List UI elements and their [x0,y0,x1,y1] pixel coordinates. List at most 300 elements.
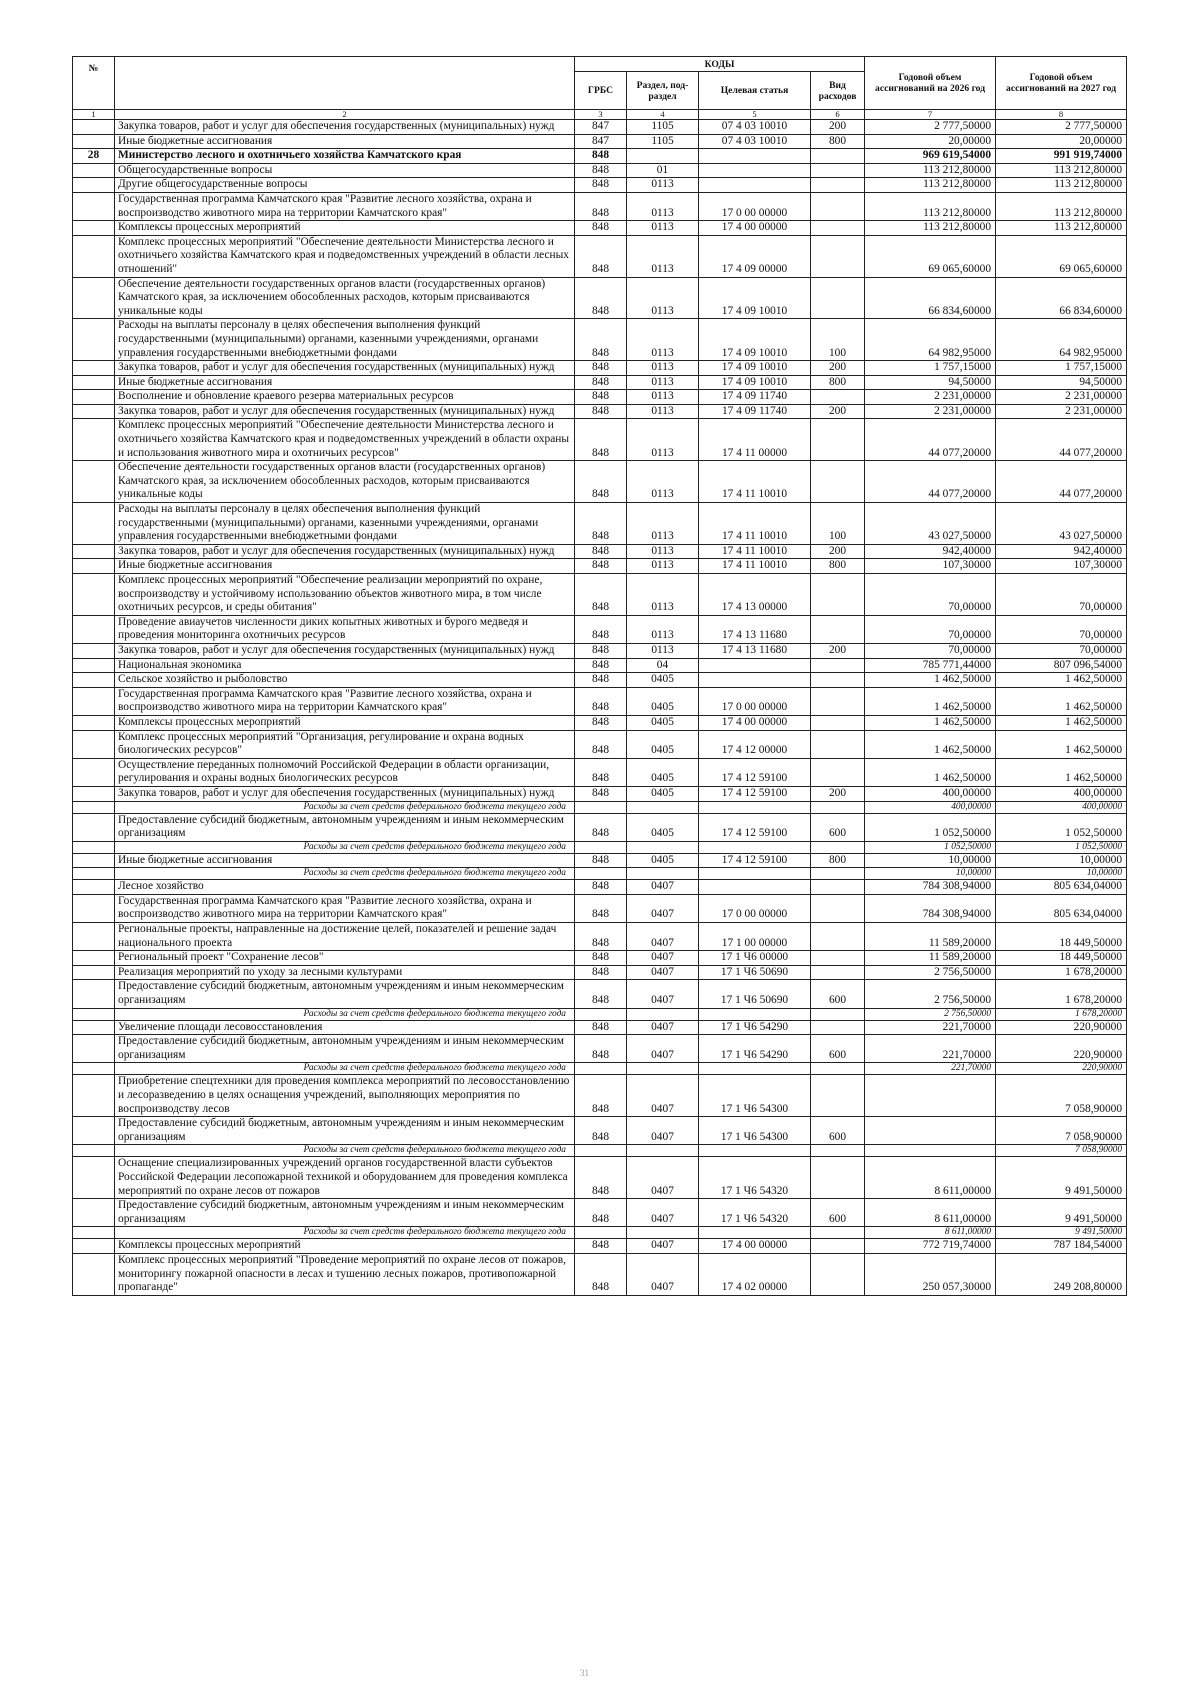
cell-volume-2027: 2 777,50000 [996,120,1127,135]
cell-number [73,980,115,1008]
cell-volume-2026: 113 212,80000 [865,178,996,193]
cell-number [73,319,115,361]
cell-target: 17 1 Ч6 50690 [699,965,811,980]
cell-vid [811,880,865,895]
table-row [73,951,1127,966]
cell-volume-2026: 70,00000 [865,643,996,658]
cell-number [73,277,115,319]
cell-volume-2026: 221,70000 [865,1035,996,1063]
cell-volume-2027: 9 491,50000 [996,1157,1127,1199]
cell-name: Предоставление субсидий бюджетным, автономным учреждениям и иным некоммерческим организациям [115,1199,575,1227]
cell-note-text: Расходы за счет средств федерального бюджета текущего года [115,1227,575,1239]
cell-target: 17 4 09 10010 [699,375,811,390]
cell-target: 17 4 11 10010 [699,544,811,559]
table-row [73,1253,1127,1295]
table-row [73,163,1127,178]
cell-target: 17 4 12 59100 [699,813,811,841]
table-row [73,715,1127,730]
cell-razdel: 0407 [627,1075,699,1117]
cell-name: Закупка товаров, работ и услуг для обеспечения государственных (муниципальных) нужд [115,361,575,376]
cell-volume-2026: 11 589,20000 [865,923,996,951]
cell-name: Комплекс процессных мероприятий "Обеспечение деятельности Министерства лесного и охотничьего хозяйства Камчатского края и подведомственных учреждений в области охраны и использования животного мира и охотничьих ресурсов" [115,419,575,461]
cell-razdel: 0113 [627,277,699,319]
cell-name: Иные бюджетные ассигнования [115,375,575,390]
cell-number [73,813,115,841]
cell-number [73,615,115,643]
cell-target [699,673,811,688]
table-row [73,1020,1127,1035]
cell-volume-2026: 1 462,50000 [865,730,996,758]
cell-grbs: 848 [575,192,627,220]
cell-grbs: 848 [575,559,627,574]
cell-vid [811,461,865,503]
cell-volume-2027: 991 919,74000 [996,149,1127,164]
cell-volume-2026: 10,00000 [865,868,996,880]
cell-target: 17 4 12 59100 [699,786,811,801]
cell-vid: 800 [811,853,865,868]
cell-name: Комплексы процессных мероприятий [115,1239,575,1254]
cell-volume-2026: 10,00000 [865,853,996,868]
table-row [73,375,1127,390]
header-vid: Вид расходов [811,72,865,110]
cell-target: 17 1 Ч6 54290 [699,1035,811,1063]
table-row [73,980,1127,1008]
cell-volume-2027: 220,90000 [996,1020,1127,1035]
cell-target: 17 4 12 59100 [699,853,811,868]
cell-empty [575,1008,627,1020]
cell-razdel: 0113 [627,643,699,658]
cell-vid [811,965,865,980]
cell-target: 17 0 00 00000 [699,192,811,220]
cell-number [73,1239,115,1254]
cell-target: 17 4 13 11680 [699,643,811,658]
cell-volume-2027: 220,90000 [996,1035,1127,1063]
cell-volume-2026: 785 771,44000 [865,658,996,673]
cell-name: Предоставление субсидий бюджетным, автономным учреждениям и иным некоммерческим организациям [115,1117,575,1145]
cell-volume-2026: 1 462,50000 [865,673,996,688]
table-row [73,461,1127,503]
cell-number [73,192,115,220]
cell-number [73,375,115,390]
cell-volume-2027: 7 058,90000 [996,1145,1127,1157]
cell-name: Иные бюджетные ассигнования [115,853,575,868]
cell-number [73,894,115,922]
cell-razdel: 0405 [627,813,699,841]
cell-vid [811,673,865,688]
cell-empty [73,1145,115,1157]
cell-target: 17 4 11 10010 [699,559,811,574]
cell-target [699,163,811,178]
table-row [73,277,1127,319]
table-row [73,235,1127,277]
cell-name: Расходы на выплаты персоналу в целях обеспечения выполнения функций государственными (муниципальными) органами, казенными учреждениями, органами управления государственными внебюджетными фондами [115,503,575,545]
cell-volume-2026: 107,30000 [865,559,996,574]
cell-razdel: 0113 [627,404,699,419]
cell-grbs: 848 [575,758,627,786]
cell-volume-2026: 2 756,50000 [865,1008,996,1020]
cell-volume-2027: 1 757,15000 [996,361,1127,376]
cell-empty [811,868,865,880]
table-row [73,965,1127,980]
table-row [73,1199,1127,1227]
header-name [115,57,575,110]
cell-volume-2027: 18 449,50000 [996,951,1127,966]
table-row [73,658,1127,673]
cell-vid: 600 [811,1199,865,1227]
cell-volume-2027: 1 462,50000 [996,673,1127,688]
cell-name: Увеличение площади лесовосстановления [115,1020,575,1035]
table-row [73,319,1127,361]
cell-volume-2027: 220,90000 [996,1063,1127,1075]
cell-number [73,658,115,673]
table-row [73,221,1127,236]
cell-target: 17 4 00 00000 [699,221,811,236]
cell-grbs: 848 [575,923,627,951]
cell-number [73,880,115,895]
cell-grbs: 848 [575,1199,627,1227]
cell-name: Предоставление субсидий бюджетным, автономным учреждениям и иным некоммерческим организациям [115,980,575,1008]
note-row [73,1227,1127,1239]
cell-grbs: 848 [575,1035,627,1063]
cell-volume-2026: 8 611,00000 [865,1199,996,1227]
cell-grbs: 848 [575,1239,627,1254]
cell-target: 17 1 Ч6 54320 [699,1199,811,1227]
cell-name: Обеспечение деятельности государственных органов власти (государственных органов) Камчатского края, за исключением обособленных расходов, которым присваиваются уникальные коды [115,277,575,319]
cell-volume-2026: 784 308,94000 [865,894,996,922]
budget-table [72,56,1127,1296]
cell-volume-2027: 70,00000 [996,615,1127,643]
cell-number [73,715,115,730]
cell-volume-2027: 66 834,60000 [996,277,1127,319]
table-row [73,1157,1127,1199]
note-row [73,1145,1127,1157]
cell-target: 07 4 03 10010 [699,120,811,135]
cell-vid: 200 [811,544,865,559]
cell-razdel: 04 [627,658,699,673]
cell-volume-2026: 1 462,50000 [865,687,996,715]
cell-vid [811,615,865,643]
column-number: 3 [575,110,627,120]
cell-vid [811,1253,865,1295]
cell-name: Министерство лесного и охотничьего хозяйства Камчатского края [115,149,575,164]
cell-vid [811,419,865,461]
cell-empty [811,801,865,813]
cell-volume-2027: 113 212,80000 [996,178,1127,193]
cell-volume-2027: 1 462,50000 [996,730,1127,758]
cell-name: Общегосударственные вопросы [115,163,575,178]
cell-grbs: 848 [575,813,627,841]
cell-empty [811,841,865,853]
cell-razdel: 0407 [627,1157,699,1199]
cell-volume-2027: 43 027,50000 [996,503,1127,545]
cell-volume-2027: 805 634,04000 [996,880,1127,895]
cell-razdel: 0405 [627,687,699,715]
cell-razdel: 0405 [627,673,699,688]
cell-target: 17 4 11 10010 [699,503,811,545]
cell-name: Комплексы процессных мероприятий [115,715,575,730]
cell-empty [699,868,811,880]
cell-vid: 800 [811,134,865,149]
cell-volume-2026: 113 212,80000 [865,221,996,236]
cell-volume-2027: 805 634,04000 [996,894,1127,922]
cell-name: Предоставление субсидий бюджетным, автономным учреждениям и иным некоммерческим организациям [115,1035,575,1063]
cell-name: Региональный проект "Сохранение лесов" [115,951,575,966]
cell-grbs: 848 [575,461,627,503]
cell-razdel: 0113 [627,503,699,545]
page-number: 31 [580,1668,589,1678]
cell-number [73,235,115,277]
cell-grbs: 848 [575,1020,627,1035]
cell-vid: 800 [811,559,865,574]
cell-name: Закупка товаров, работ и услуг для обеспечения государственных (муниципальных) нужд [115,786,575,801]
cell-volume-2026: 2 756,50000 [865,980,996,1008]
cell-vid [811,687,865,715]
header-number: № [73,57,115,110]
header-razdel: Раздел, под-раздел [627,72,699,110]
cell-target: 07 4 03 10010 [699,134,811,149]
cell-target: 17 4 09 11740 [699,390,811,405]
cell-volume-2027: 1 678,20000 [996,980,1127,1008]
cell-grbs: 848 [575,574,627,616]
cell-target: 17 4 12 00000 [699,730,811,758]
cell-razdel [627,149,699,164]
cell-number [73,643,115,658]
cell-grbs: 848 [575,1117,627,1145]
cell-number [73,1117,115,1145]
cell-volume-2026 [865,1075,996,1117]
cell-grbs: 848 [575,730,627,758]
cell-name: Закупка товаров, работ и услуг для обеспечения государственных (муниципальных) нужд [115,404,575,419]
cell-volume-2026: 1 462,50000 [865,715,996,730]
cell-volume-2027: 787 184,54000 [996,1239,1127,1254]
cell-grbs: 848 [575,894,627,922]
cell-razdel: 0113 [627,192,699,220]
cell-volume-2026: 2 777,50000 [865,120,996,135]
cell-grbs: 848 [575,277,627,319]
cell-empty [73,1008,115,1020]
cell-vid [811,951,865,966]
cell-number [73,951,115,966]
cell-vid: 600 [811,980,865,1008]
cell-grbs: 848 [575,149,627,164]
table-row [73,786,1127,801]
cell-name: Иные бюджетные ассигнования [115,559,575,574]
table-row [73,120,1127,135]
cell-empty [73,1227,115,1239]
cell-volume-2026: 221,70000 [865,1020,996,1035]
cell-empty [699,1227,811,1239]
cell-grbs: 848 [575,361,627,376]
cell-vid [811,1075,865,1117]
cell-empty [575,1227,627,1239]
cell-empty [699,1008,811,1020]
cell-razdel: 0407 [627,980,699,1008]
cell-volume-2027: 9 491,50000 [996,1199,1127,1227]
cell-number [73,361,115,376]
cell-target [699,658,811,673]
note-row [73,841,1127,853]
cell-volume-2026: 44 077,20000 [865,461,996,503]
cell-volume-2026: 94,50000 [865,375,996,390]
cell-grbs: 848 [575,390,627,405]
cell-note-text: Расходы за счет средств федерального бюджета текущего года [115,1145,575,1157]
table-body [73,120,1127,1296]
column-number: 2 [115,110,575,120]
cell-volume-2026: 43 027,50000 [865,503,996,545]
cell-name: Предоставление субсидий бюджетным, автономным учреждениям и иным некоммерческим организациям [115,813,575,841]
cell-note-text: Расходы за счет средств федерального бюджета текущего года [115,801,575,813]
cell-target: 17 1 Ч6 00000 [699,951,811,966]
cell-grbs: 848 [575,980,627,1008]
cell-razdel: 0113 [627,235,699,277]
cell-vid [811,574,865,616]
cell-number [73,404,115,419]
cell-number [73,134,115,149]
cell-grbs: 848 [575,1075,627,1117]
cell-volume-2026: 772 719,74000 [865,1239,996,1254]
cell-volume-2027: 18 449,50000 [996,923,1127,951]
cell-razdel: 0113 [627,461,699,503]
cell-volume-2026: 66 834,60000 [865,277,996,319]
cell-razdel: 0113 [627,319,699,361]
cell-grbs: 848 [575,853,627,868]
cell-volume-2026: 64 982,95000 [865,319,996,361]
cell-razdel: 0405 [627,758,699,786]
cell-razdel: 1105 [627,134,699,149]
cell-target: 17 4 13 00000 [699,574,811,616]
cell-volume-2026: 113 212,80000 [865,163,996,178]
cell-name: Комплекс процессных мероприятий "Обеспечение реализации мероприятий по охране, воспроизводству и устойчивому использованию объектов животного мира, в том числе охотничьих ресурсов, и среды обитания" [115,574,575,616]
cell-volume-2026: 400,00000 [865,786,996,801]
cell-razdel: 0405 [627,786,699,801]
cell-number [73,1075,115,1117]
cell-volume-2027: 9 491,50000 [996,1227,1127,1239]
cell-name: Комплекс процессных мероприятий "Обеспечение деятельности Министерства лесного и охотничьего хозяйства Камчатского края и подведомственных учреждений в области лесных отношений" [115,235,575,277]
cell-empty [627,1145,699,1157]
cell-empty [811,1063,865,1075]
cell-grbs: 848 [575,643,627,658]
cell-target: 17 1 00 00000 [699,923,811,951]
cell-target: 17 1 Ч6 54320 [699,1157,811,1199]
cell-razdel: 0405 [627,715,699,730]
table-row [73,1239,1127,1254]
table-row [73,1117,1127,1145]
cell-name: Национальная экономика [115,658,575,673]
cell-target: 17 4 09 10010 [699,277,811,319]
cell-empty [73,1063,115,1075]
cell-volume-2027: 1 052,50000 [996,813,1127,841]
cell-empty [627,1063,699,1075]
cell-vid: 600 [811,1035,865,1063]
cell-target: 17 1 Ч6 50690 [699,980,811,1008]
cell-razdel: 0407 [627,1199,699,1227]
cell-volume-2027: 44 077,20000 [996,419,1127,461]
cell-volume-2026: 221,70000 [865,1063,996,1075]
cell-target: 17 1 Ч6 54290 [699,1020,811,1035]
cell-target: 17 0 00 00000 [699,894,811,922]
cell-name: Закупка товаров, работ и услуг для обеспечения государственных (муниципальных) нужд [115,544,575,559]
cell-number [73,1157,115,1199]
cell-grbs: 848 [575,419,627,461]
cell-volume-2027: 1 678,20000 [996,965,1127,980]
cell-volume-2026 [865,1117,996,1145]
table-row [73,544,1127,559]
cell-grbs: 848 [575,235,627,277]
cell-number [73,730,115,758]
cell-vid [811,235,865,277]
cell-target: 17 4 12 59100 [699,758,811,786]
header-codes: КОДЫ [575,57,865,72]
cell-vid: 200 [811,404,865,419]
cell-volume-2027: 70,00000 [996,643,1127,658]
cell-empty [627,868,699,880]
cell-grbs: 848 [575,544,627,559]
cell-razdel: 0113 [627,559,699,574]
cell-volume-2026: 250 057,30000 [865,1253,996,1295]
cell-number [73,1020,115,1035]
cell-volume-2027: 94,50000 [996,375,1127,390]
table-row [73,178,1127,193]
cell-grbs: 848 [575,715,627,730]
cell-vid [811,149,865,164]
cell-volume-2027: 69 065,60000 [996,235,1127,277]
cell-name: Комплекс процессных мероприятий "Проведение мероприятий по охране лесов от пожаров, мониторингу пожарной опасности в лесах и тушению лесных пожаров, противопожарной пропаганде" [115,1253,575,1295]
cell-volume-2027: 1 462,50000 [996,687,1127,715]
cell-note-text: Расходы за счет средств федерального бюджета текущего года [115,1063,575,1075]
cell-razdel: 01 [627,163,699,178]
cell-name: Государственная программа Камчатского края "Развитие лесного хозяйства, охрана и воспроизводство животного мира на территории Камчатского края" [115,687,575,715]
cell-number [73,673,115,688]
cell-number [73,1199,115,1227]
cell-target [699,178,811,193]
cell-razdel: 0407 [627,1239,699,1254]
cell-number [73,221,115,236]
cell-vid [811,163,865,178]
cell-vid: 600 [811,1117,865,1145]
cell-vid [811,221,865,236]
cell-grbs: 848 [575,687,627,715]
cell-note-text: Расходы за счет средств федерального бюджета текущего года [115,1008,575,1020]
budget-table-sheet [72,56,1126,1656]
cell-vid: 200 [811,120,865,135]
cell-volume-2027: 807 096,54000 [996,658,1127,673]
cell-vid: 100 [811,319,865,361]
cell-number [73,559,115,574]
cell-volume-2026 [865,1145,996,1157]
cell-vid [811,715,865,730]
cell-razdel: 0407 [627,1035,699,1063]
table-row [73,503,1127,545]
cell-name: Проведение авиаучетов численности диких копытных животных и бурого медведя и проведения мониторинга охотничьих ресурсов [115,615,575,643]
cell-grbs: 848 [575,951,627,966]
note-row [73,1008,1127,1020]
cell-target: 17 4 02 00000 [699,1253,811,1295]
cell-empty [575,841,627,853]
cell-razdel: 0113 [627,221,699,236]
cell-empty [575,1145,627,1157]
column-number: 1 [73,110,115,120]
cell-volume-2026: 1 052,50000 [865,813,996,841]
cell-volume-2027: 70,00000 [996,574,1127,616]
cell-grbs: 848 [575,163,627,178]
cell-grbs: 848 [575,503,627,545]
cell-number [73,786,115,801]
table-row [73,361,1127,376]
cell-name: Осуществление переданных полномочий Российской Федерации в области организации, регулирования и охраны водных биологических ресурсов [115,758,575,786]
cell-volume-2027: 7 058,90000 [996,1075,1127,1117]
cell-vid: 800 [811,375,865,390]
cell-empty [575,868,627,880]
